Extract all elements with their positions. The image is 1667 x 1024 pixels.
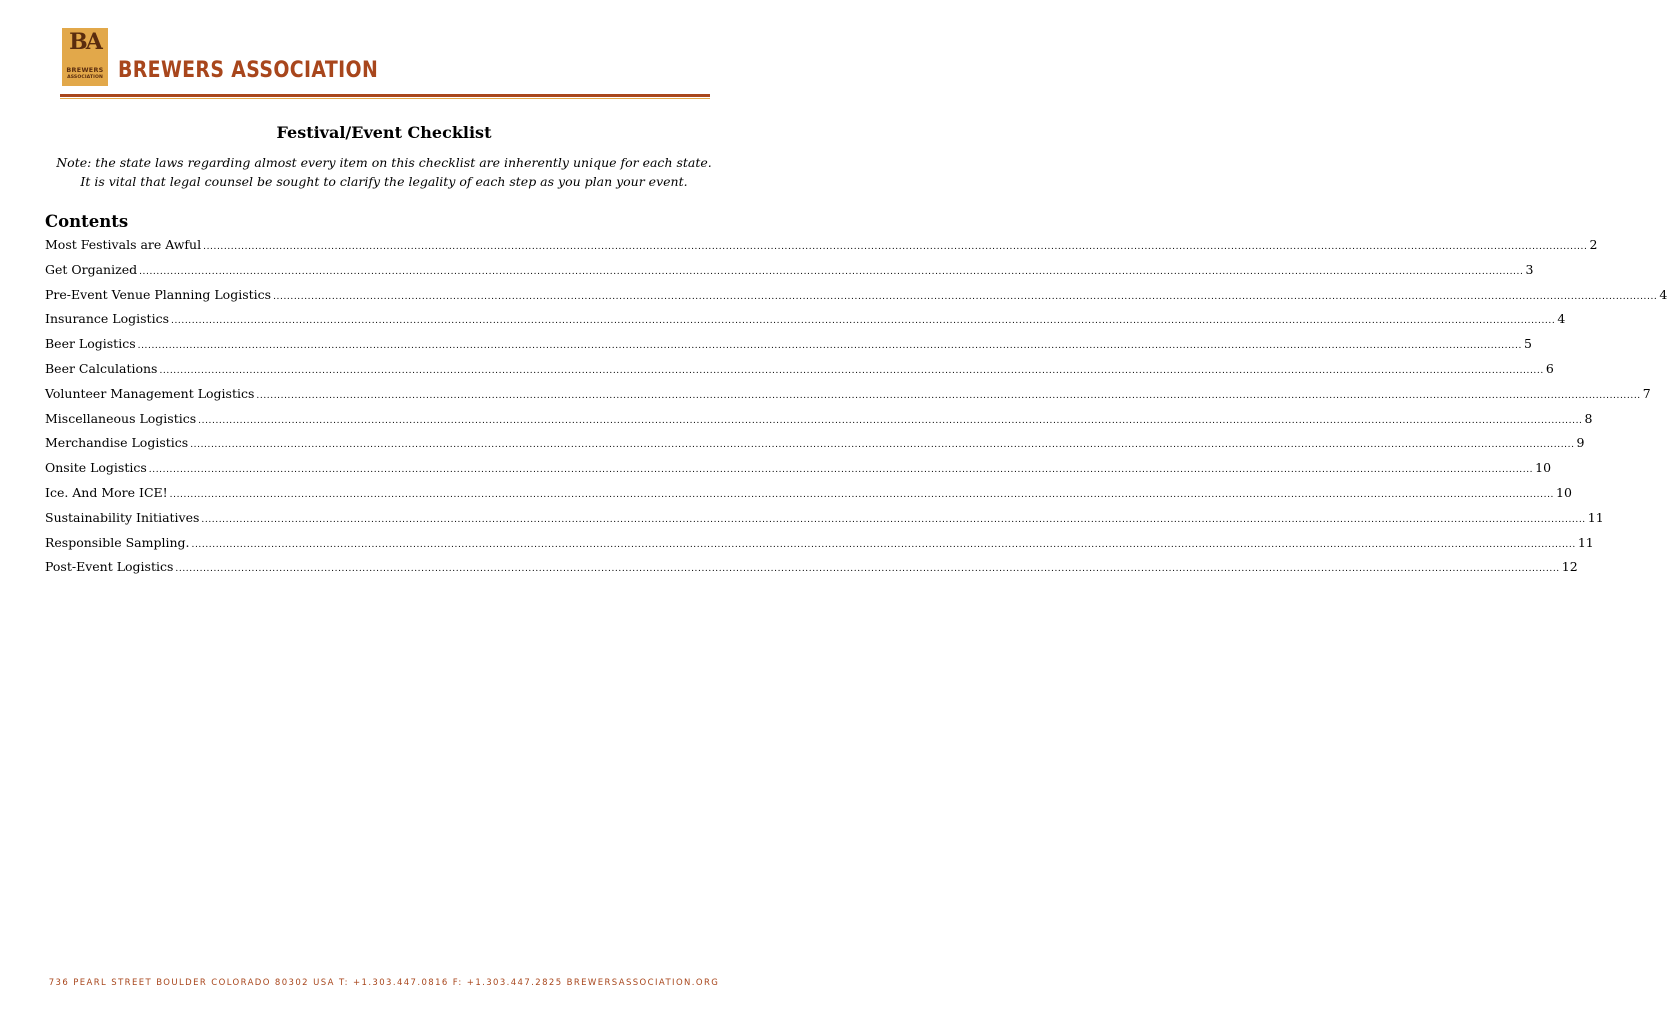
toc-dot-leader: ................................................................................................................................................................................................................................................................................................................................................................................................................ bbox=[203, 242, 1588, 252]
toc-entry[interactable] bbox=[45, 509, 1604, 534]
brewers-association-logo bbox=[62, 28, 108, 86]
toc-entry-label: Miscellaneous Logistics bbox=[45, 410, 197, 426]
toc-dot-leader: ................................................................................................................................................................................................................................................................................................................................................................................................................ bbox=[175, 564, 1560, 575]
toc-entry-page: 4 bbox=[1659, 286, 1667, 302]
toc-dot-leader: ................................................................................................................................................................................................................................................................................................................................................................................................................ bbox=[169, 489, 1554, 500]
toc-entry-page: 7 bbox=[1642, 385, 1651, 401]
toc-entry-page: 10 bbox=[1556, 484, 1572, 500]
toc-entry-page: 9 bbox=[1576, 435, 1585, 451]
toc-entry-page: 10 bbox=[1535, 460, 1552, 476]
document-title: Festival/Event Checklist bbox=[276, 123, 492, 142]
contents-heading: Contents bbox=[45, 212, 129, 231]
toc-dot-leader: ................................................................................................................................................................................................................................................................................................................................................................................................................ bbox=[170, 316, 1556, 327]
toc-dot-leader: ................................................................................................................................................................................................................................................................................................................................................................................................................ bbox=[137, 341, 1522, 352]
toc-entry-page: 11 bbox=[1587, 509, 1604, 525]
toc-entry-label: Responsible Sampling. bbox=[45, 534, 190, 550]
toc-entry-label: Pre-Event Venue Planning Logistics bbox=[45, 286, 272, 302]
toc-entry-label: Sustainability Initiatives bbox=[45, 509, 200, 525]
toc-entry-label: Ice. And More ICE! bbox=[45, 484, 168, 500]
toc-entry-page: 3 bbox=[1525, 261, 1534, 277]
toc-entry[interactable] bbox=[45, 385, 1651, 410]
toc-dot-leader: ................................................................................................................................................................................................................................................................................................................................................................................................................ bbox=[191, 539, 1576, 550]
toc-entry-page: 2 bbox=[1589, 237, 1598, 252]
toc-entry[interactable] bbox=[45, 360, 1554, 385]
toc-entry[interactable] bbox=[45, 335, 1532, 360]
toc-entry-page: 5 bbox=[1523, 336, 1532, 352]
toc-entry-label: Most Festivals are Awful bbox=[45, 237, 202, 252]
toc-entry-label: Onsite Logistics bbox=[45, 460, 147, 476]
logo-line-association: ASSOCIATION bbox=[67, 75, 103, 80]
toc-dot-leader: ................................................................................................................................................................................................................................................................................................................................................................................................................ bbox=[198, 415, 1583, 426]
toc-entry[interactable] bbox=[45, 410, 1593, 435]
toc-dot-leader: ................................................................................................................................................................................................................................................................................................................................................................................................................ bbox=[201, 514, 1586, 525]
toc-dot-leader: ................................................................................................................................................................................................................................................................................................................................................................................................................ bbox=[256, 390, 1641, 401]
toc-entry[interactable] bbox=[45, 459, 1552, 484]
toc-entry-page: 12 bbox=[1561, 559, 1578, 575]
toc-dot-leader: ................................................................................................................................................................................................................................................................................................................................................................................................................ bbox=[159, 365, 1544, 376]
logo-line-brewers: BREWERS bbox=[66, 66, 104, 74]
toc-entry-page: 8 bbox=[1584, 410, 1593, 426]
logo-monogram: BA bbox=[69, 29, 101, 55]
toc-entry[interactable] bbox=[45, 558, 1578, 583]
toc-entry[interactable] bbox=[45, 534, 1594, 559]
toc-entry[interactable] bbox=[45, 261, 1534, 286]
footer-address: 736 PEARL STREET BOULDER COLORADO 80302 USA T: +1.303.447.0816 F: +1.303.447.2825 BREWERSASSOCIATION.ORG bbox=[48, 978, 720, 988]
toc-entry-label: Beer Logistics bbox=[45, 336, 136, 352]
toc-entry[interactable] bbox=[45, 236, 1598, 261]
toc-entry-label: Get Organized bbox=[45, 261, 138, 277]
toc-entry-label: Insurance Logistics bbox=[45, 311, 169, 327]
toc-entry[interactable] bbox=[45, 484, 1572, 509]
toc-entry-label: Merchandise Logistics bbox=[45, 435, 189, 451]
toc-dot-leader: ................................................................................................................................................................................................................................................................................................................................................................................................................ bbox=[273, 291, 1658, 302]
header-rule bbox=[60, 94, 710, 97]
legal-note-line: It is vital that legal counsel be sought to clarify the legality of each step as you plan your event. bbox=[80, 174, 688, 189]
legal-note-line: Note: the state laws regarding almost every item on this checklist are inherently unique for each state. bbox=[56, 155, 712, 170]
toc-dot-leader: ................................................................................................................................................................................................................................................................................................................................................................................................................ bbox=[148, 465, 1534, 476]
header-rule-accent bbox=[60, 98, 710, 99]
toc-dot-leader: ................................................................................................................................................................................................................................................................................................................................................................................................................ bbox=[190, 440, 1575, 451]
toc-entry[interactable] bbox=[45, 310, 1566, 335]
toc-entry-label: Post-Event Logistics bbox=[45, 559, 174, 575]
legal-note bbox=[0, 153, 768, 191]
toc-entry-page: 4 bbox=[1557, 311, 1566, 327]
table-of-contents bbox=[45, 236, 1667, 583]
toc-dot-leader: ................................................................................................................................................................................................................................................................................................................................................................................................................ bbox=[139, 266, 1524, 277]
toc-entry-label: Volunteer Management Logistics bbox=[45, 385, 255, 401]
toc-entry-page: 6 bbox=[1545, 360, 1554, 376]
letterhead bbox=[60, 26, 710, 100]
toc-entry-page: 11 bbox=[1577, 534, 1594, 550]
toc-entry[interactable] bbox=[45, 286, 1667, 311]
toc-entry-label: Beer Calculations bbox=[45, 360, 158, 376]
brand-name: BREWERS ASSOCIATION bbox=[118, 58, 379, 83]
toc-entry[interactable] bbox=[45, 434, 1585, 459]
